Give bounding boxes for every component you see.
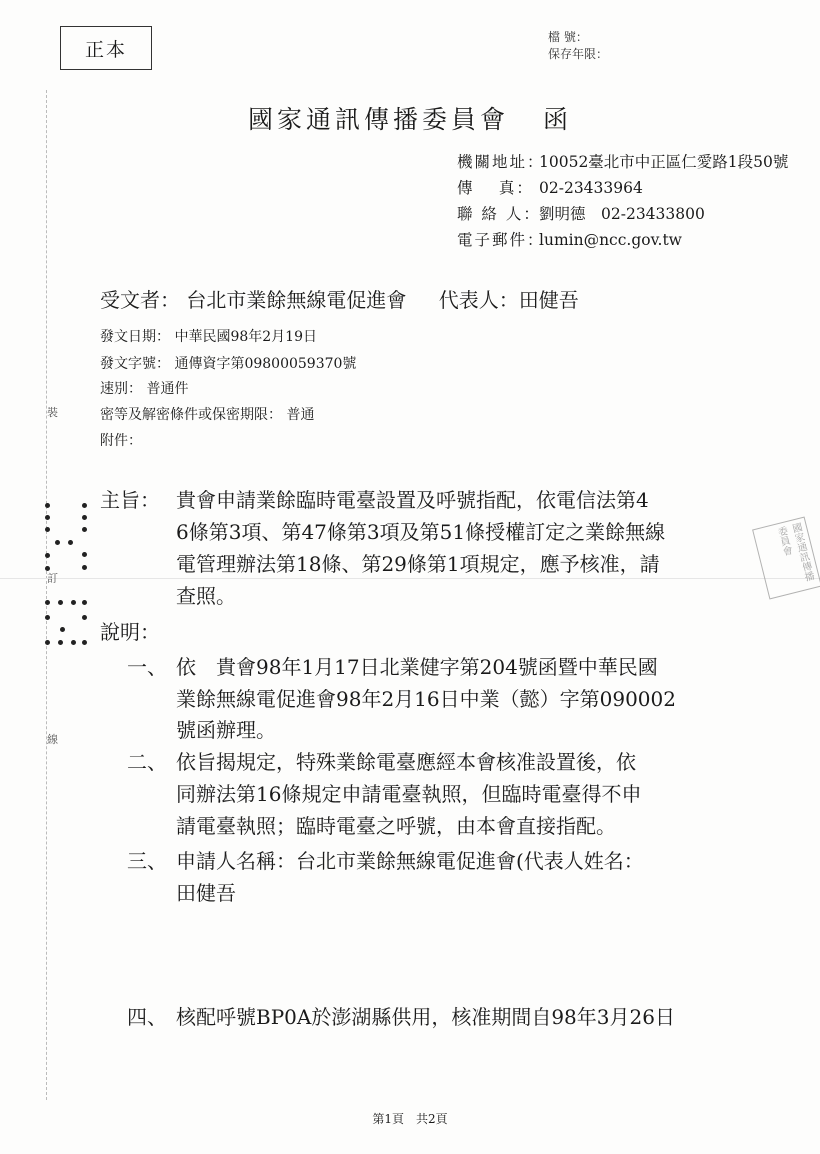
recipient-org: 台北市業餘無線電促進會 <box>186 288 407 312</box>
staple-dot <box>82 600 87 605</box>
agency-name: 國家通訊傳播委員會 <box>247 105 509 134</box>
subject-line: 電管理辦法第18條、第29條第1項規定，應予核准，請 <box>176 552 660 576</box>
item-number: 二、 <box>127 750 167 774</box>
meta-attachment: 附件： <box>100 433 142 449</box>
staple-dot <box>45 515 50 520</box>
page-footer <box>0 1110 820 1127</box>
page-total: 共2頁 <box>416 1112 448 1126</box>
staple-dot <box>82 552 87 557</box>
binding-mark-bottom: 線 <box>47 733 58 746</box>
subject-label: 主旨： <box>100 488 160 512</box>
file-number-label: 檔 號： <box>548 30 588 44</box>
page-number: 第1頁 <box>372 1112 404 1126</box>
staple-dot <box>71 640 76 645</box>
item-number: 一、 <box>127 655 167 679</box>
original-copy-box: 正本 <box>60 26 152 70</box>
staple-dot <box>82 503 87 508</box>
item-number: 四、 <box>127 1005 167 1029</box>
document-title <box>0 100 820 136</box>
item-line: 業餘無線電促進會98年2月16日中業（懿）字第090002 <box>176 687 676 711</box>
meta-urgency: 速別： 普通件 <box>100 381 189 397</box>
agency-seal-stamp: 國家通訊傳播委員會 <box>752 517 820 600</box>
binding-mark-top: 裝 <box>47 406 58 419</box>
recipient-label: 受文者： <box>100 288 180 312</box>
staple-dot <box>82 615 87 620</box>
meta-date: 發文日期： 中華民國98年2月19日 <box>100 329 317 345</box>
item-number: 三、 <box>127 849 167 873</box>
contact-email: 電子郵件：lumin@ncc.gov.tw <box>457 231 682 249</box>
fold-line <box>0 578 820 579</box>
meta-doc-number: 發文字號： 通傳資字第09800059370號 <box>100 356 357 372</box>
staple-dot <box>45 553 50 558</box>
retention-label: 保存年限： <box>548 47 609 61</box>
staple-dot <box>45 527 50 532</box>
staple-dot <box>58 600 63 605</box>
staple-dot <box>58 640 63 645</box>
staple-dot <box>68 540 73 545</box>
item-line: 號函辦理。 <box>176 718 276 742</box>
binding-line <box>46 90 47 1100</box>
staple-dot <box>45 615 50 620</box>
recipient-line <box>100 284 579 313</box>
staple-dot <box>82 515 87 520</box>
contact-person: 聯 絡 人：劉明德 02-23433800 <box>457 205 705 223</box>
item-line: 請電臺執照；臨時電臺之呼號，由本會直接指配。 <box>176 814 616 838</box>
subject-line: 6條第3項、第47條第3項及第51條授權訂定之業餘無線 <box>176 520 666 544</box>
staple-dot <box>82 527 87 532</box>
binding-mark-middle: 訂 <box>47 572 58 585</box>
item-line: 依 貴會98年1月17日北業健字第204號函暨中華民國 <box>176 655 658 679</box>
item-line: 田健吾 <box>176 881 236 905</box>
staple-dot <box>45 600 50 605</box>
item-line: 申請人名稱：台北市業餘無線電促進會(代表人姓名： <box>176 849 644 873</box>
item-line: 核配呼號BP0A於澎湖縣供用，核准期間自98年3月26日 <box>176 1005 675 1029</box>
staple-dot <box>45 503 50 508</box>
staple-dot <box>55 540 60 545</box>
recipient-rep: 代表人：田健吾 <box>438 288 579 312</box>
item-line: 同辦法第16條規定申請電臺執照，但臨時電臺得不申 <box>176 782 642 806</box>
staple-dot <box>82 565 87 570</box>
contact-address: 機關地址：10052臺北市中正區仁愛路1段50號 <box>457 153 789 171</box>
subject-line: 貴會申請業餘臨時電臺設置及呼號指配，依電信法第4 <box>176 488 649 512</box>
staple-dot <box>82 640 87 645</box>
item-line: 依旨揭規定，特殊業餘電臺應經本會核准設置後，依 <box>176 750 636 774</box>
staple-dot <box>45 566 50 571</box>
staple-dot <box>71 600 76 605</box>
meta-confidentiality: 密等及解密條件或保密期限： 普通 <box>100 407 315 423</box>
staple-dot <box>60 627 65 632</box>
explanation-label: 說明： <box>100 620 160 644</box>
document-type: 函 <box>543 105 573 134</box>
staple-dot <box>45 640 50 645</box>
subject-line: 查照。 <box>176 584 236 608</box>
contact-fax: 傳 真： 02-23433964 <box>457 179 643 197</box>
